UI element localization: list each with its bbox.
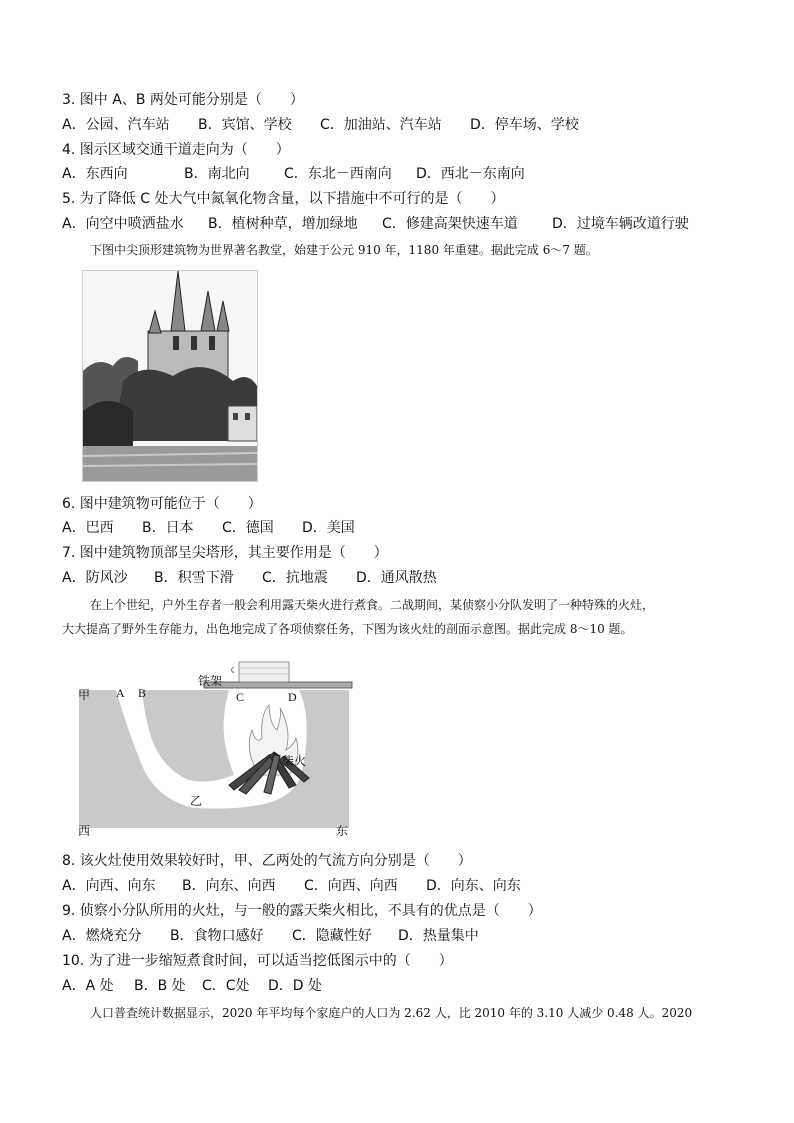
option-c[interactable]: C．修建高架快速车道 [382, 216, 518, 232]
cathedral-photo [82, 270, 258, 482]
label-a: A [116, 686, 125, 700]
reading-intro-8-10-line2: 大大提高了野外生存能力，出色地完成了各项侦察任务，下图为该火灶的剖面示意图。据此完成 8～10 题。 [62, 622, 633, 636]
option-b[interactable]: B．B 处 [134, 978, 186, 994]
option-b[interactable]: B．日本 [142, 520, 194, 536]
option-b[interactable]: B．南北向 [184, 166, 250, 182]
question-7-stem: 7. 图中建筑物顶部呈尖塔形，其主要作用是（ ） [62, 545, 388, 561]
option-a[interactable]: A．燃烧充分 [62, 928, 142, 944]
question-5-stem: 5. 为了降低 C 处大气中氮氧化物含量，以下措施中不可行的是（ ） [62, 191, 505, 207]
option-a[interactable]: A．东西向 [62, 166, 128, 182]
option-b[interactable]: B．宾馆、学校 [198, 117, 292, 133]
option-d[interactable]: D．通风散热 [356, 570, 437, 586]
label-chaihuo: 柴火 [282, 754, 307, 768]
option-d[interactable]: D．向东、向东 [426, 878, 521, 894]
question-10-stem: 10. 为了进一步缩短煮食时间，可以适当挖低图示中的（ ） [62, 953, 453, 969]
option-c[interactable]: C．德国 [222, 520, 274, 536]
label-c: C [236, 690, 245, 704]
label-d: D [288, 690, 297, 704]
reading-intro-census: 人口普查统计数据显示，2020 年平均每个家庭户的人口为 2.62 人，比 2010 年的 3.10 人减少 0.48 人。2020 [90, 1006, 693, 1020]
question-3-options [62, 115, 579, 135]
question-5-options [62, 214, 689, 234]
stove-cross-section-diagram [74, 660, 354, 840]
option-b[interactable]: B．植树种草，增加绿地 [208, 216, 358, 232]
reading-intro-8-10-line1: 在上个世纪，户外生存者一般会利用露天柴火进行煮食。二战期间，某侦察小分队发明了一种特殊的火灶， [90, 598, 655, 612]
option-c[interactable]: C．向西、向西 [304, 878, 398, 894]
option-b[interactable]: B．食物口感好 [170, 928, 264, 944]
option-b[interactable]: B．向东、向西 [182, 878, 276, 894]
reading-intro-6-7: 下图中尖顶形建筑物为世界著名教堂，始建于公元 910 年，1180 年重建。据此完成 6～7 题。 [90, 243, 598, 257]
option-a[interactable]: A．巴西 [62, 520, 114, 536]
option-a[interactable]: A．防风沙 [62, 570, 128, 586]
label-b: B [138, 686, 147, 700]
option-d[interactable]: D．过境车辆改道行驶 [552, 216, 689, 232]
question-6-stem: 6. 图中建筑物可能位于（ ） [62, 496, 262, 512]
question-4-stem: 4. 图示区域交通干道走向为（ ） [62, 142, 290, 158]
option-b[interactable]: B．积雪下滑 [154, 570, 234, 586]
option-d[interactable]: D．美国 [302, 520, 355, 536]
option-c[interactable]: C．加油站、汽车站 [320, 117, 442, 133]
option-d[interactable]: D．停车场、学校 [470, 117, 579, 133]
label-dong: 东 [336, 824, 349, 838]
option-d[interactable]: D．西北－东南向 [416, 166, 525, 182]
option-c[interactable]: C．东北－西南向 [284, 166, 392, 182]
question-7-options [62, 568, 437, 588]
option-a[interactable]: A．A 处 [62, 978, 114, 994]
question-10-options [62, 976, 322, 996]
question-8-stem: 8. 该火灶使用效果较好时，甲、乙两处的气流方向分别是（ ） [62, 853, 472, 869]
label-xi: 西 [78, 824, 91, 838]
option-d[interactable]: D．热量集中 [398, 928, 479, 944]
question-9-stem: 9. 侦察小分队所用的火灶，与一般的露天柴火相比，不具有的优点是（ ） [62, 903, 542, 919]
question-4-options [62, 164, 525, 184]
option-d[interactable]: D．D 处 [268, 978, 323, 994]
option-c[interactable]: C．隐藏性好 [292, 928, 372, 944]
question-8-options [62, 876, 521, 896]
label-tiejia: 铁架 [198, 674, 223, 688]
question-3-stem: 3. 图中 A、B 两处可能分别是（ ） [62, 92, 304, 108]
question-9-options [62, 926, 479, 946]
option-c[interactable]: C．抗地震 [262, 570, 328, 586]
option-a[interactable]: A．向空中喷洒盐水 [62, 216, 184, 232]
label-yi: 乙 [190, 794, 203, 808]
option-a[interactable]: A．公园、汽车站 [62, 117, 170, 133]
question-6-options [62, 518, 355, 538]
label-jia: 甲 [78, 688, 91, 702]
option-c[interactable]: C．C处 [202, 978, 250, 994]
option-a[interactable]: A．向西、向东 [62, 878, 156, 894]
